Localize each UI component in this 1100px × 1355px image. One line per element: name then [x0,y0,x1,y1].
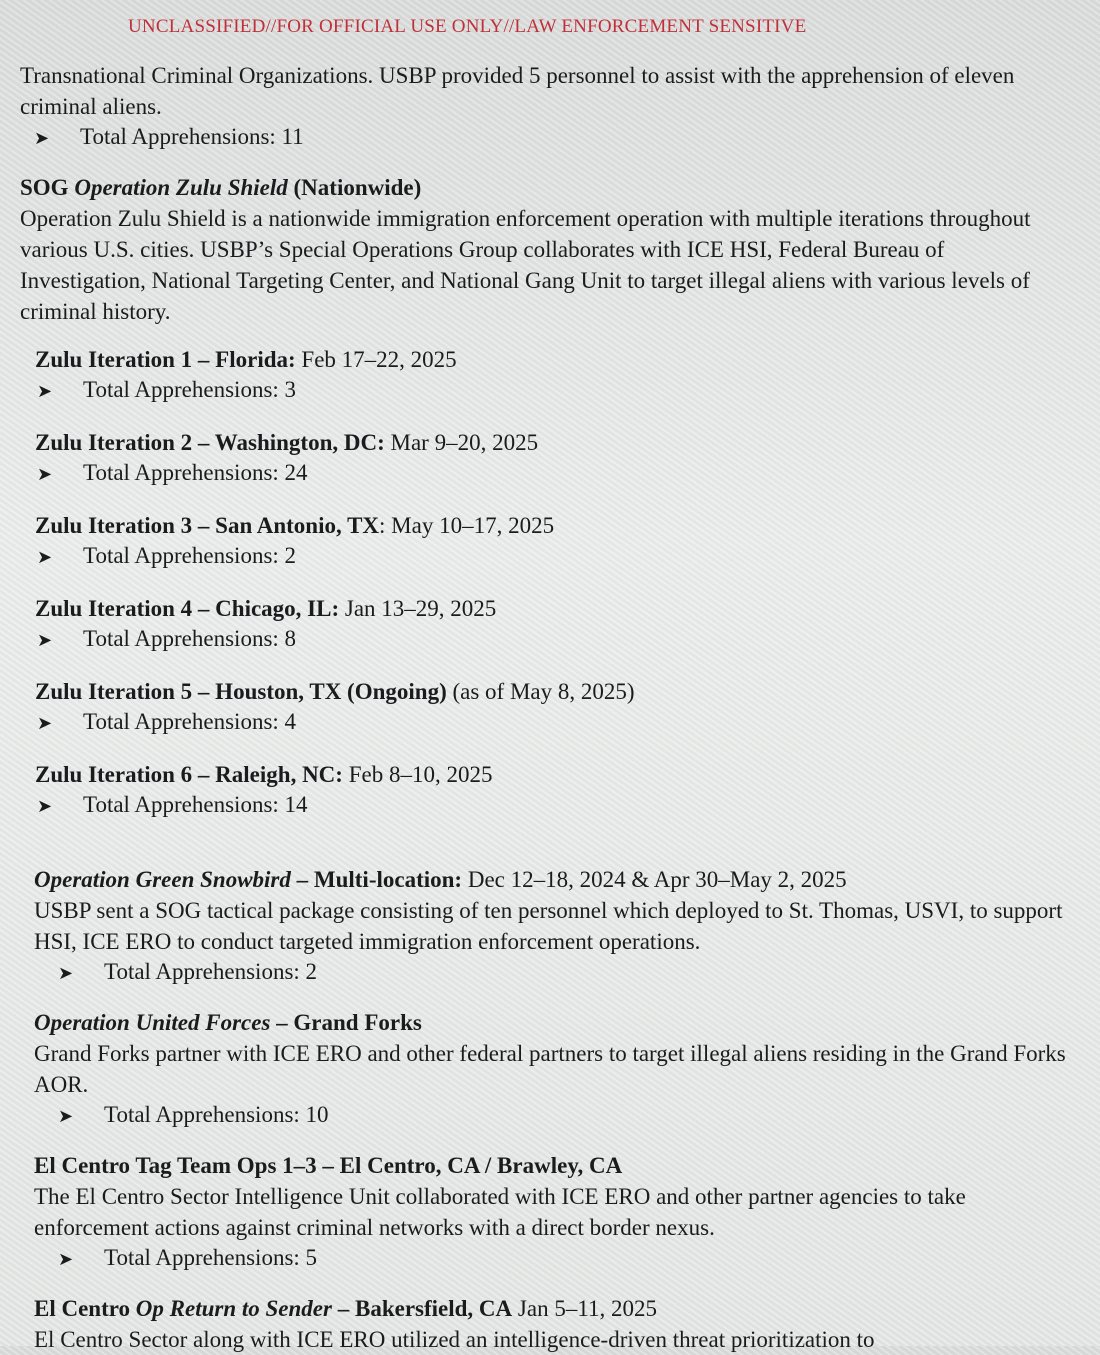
arrow-bullet-icon: ➤ [37,713,53,733]
zulu-iteration-bullet [35,375,1070,406]
arrow-bullet-icon: ➤ [37,464,53,484]
zulu-iteration-heading [35,345,1070,375]
heading-italic: Operation Green Snowbird [34,867,291,892]
zulu-shield-section [20,173,1070,821]
zulu-iteration-bullet [35,707,1070,738]
iteration-dates: Feb 8–10, 2025 [342,762,493,787]
green-snowbird-section [20,865,1070,988]
united-forces-body: Grand Forks partner with ICE ERO and other federal partners to target illegal aliens residing in the Grand Forks AOR. [34,1041,1066,1097]
heading-dates: Jan 5–11, 2025 [512,1296,657,1321]
zulu-shield-heading [20,173,1070,203]
bullet-text: Total Apprehensions: 5 [104,1245,318,1270]
arrow-bullet-icon: ➤ [37,630,53,650]
heading-italic: Op Return to Sender [135,1296,332,1321]
bullet-text: Total Apprehensions: 8 [83,626,297,651]
iteration-title: Zulu Iteration 5 – Houston, TX (Ongoing) [35,679,447,704]
arrow-bullet-icon: ➤ [58,1249,74,1269]
zulu-iteration-heading [35,428,1070,458]
heading-suffix: (Nationwide) [287,175,422,200]
tag-team-heading: El Centro Tag Team Ops 1–3 – El Centro, CA / Brawley, CA [34,1153,623,1178]
zulu-iteration-item [20,511,1070,572]
green-snowbird-body: USBP sent a SOG tactical package consisting of ten personnel which deployed to St. Thomas, USVI, to support HSI, ICE ERO to conduct targeted immigration enforcement operations. [34,898,1063,954]
classification-banner: UNCLASSIFIED//FOR OFFICIAL USE ONLY//LAW ENFORCEMENT SENSITIVE [128,16,807,37]
heading-italic: Operation United Forces [34,1010,271,1035]
united-forces-section [20,1008,1070,1131]
arrow-bullet-icon: ➤ [37,796,53,816]
zulu-shield-body: Operation Zulu Shield is a nationwide immigration enforcement operation with multiple iterations throughout various U.S. cities. USBP’s Special Operations Group collaborates with ICE HSI, Federal Bureau of Investigation, National Targeting Center, and National Gang Unit to target illegal aliens with various levels of criminal history. [20,206,1031,324]
iteration-title: Zulu Iteration 4 – Chicago, IL: [35,596,340,621]
arrow-bullet-icon: ➤ [58,1106,74,1126]
iteration-dates: Jan 13–29, 2025 [339,596,497,621]
zulu-iteration-heading [35,594,1070,624]
iteration-title: Zulu Iteration 1 – Florida: [35,347,296,372]
zulu-iteration-item [20,594,1070,655]
arrow-bullet-icon: ➤ [58,963,74,983]
iteration-dates: : May 10–17, 2025 [379,513,555,538]
zulu-iteration-bullet [35,541,1070,572]
iteration-dates: Mar 9–20, 2025 [384,430,539,455]
iteration-dates: Feb 17–22, 2025 [295,347,457,372]
bullet-text: Total Apprehensions: 10 [104,1102,329,1127]
arrow-bullet-icon: ➤ [37,547,53,567]
tag-team-bullet [34,1243,1070,1274]
zulu-iteration-bullet [35,624,1070,655]
zulu-iteration-heading [35,677,1070,707]
return-to-sender-body: El Centro Sector along with ICE ERO utilized an intelligence-driven threat prioritization to [34,1327,875,1352]
zulu-iteration-bullet [35,458,1070,489]
zulu-iteration-heading [35,511,1070,541]
bullet-text: Total Apprehensions: 2 [83,543,297,568]
united-forces-bullet [34,1100,1070,1131]
bullet-text: Total Apprehensions: 14 [83,792,308,817]
heading-bold: – Multi-location: [290,867,463,892]
iteration-title: Zulu Iteration 3 – San Antonio, TX [35,513,380,538]
intro-bullet [20,122,1070,153]
arrow-bullet-icon: ➤ [37,381,53,401]
bullet-text: Total Apprehensions: 2 [104,959,318,984]
zulu-iteration-bullet [35,790,1070,821]
iteration-title: Zulu Iteration 2 – Washington, DC: [35,430,385,455]
iteration-dates: (as of May 8, 2025) [446,679,635,704]
tag-team-body: The El Centro Sector Intelligence Unit collaborated with ICE ERO and other partner agencies to take enforcement actions against criminal networks with a direct border nexus. [34,1184,966,1240]
heading-prefix: SOG [20,175,75,200]
zulu-iteration-item [20,760,1070,821]
arrow-bullet-icon: ➤ [34,128,50,148]
heading-bold: – Grand Forks [270,1010,422,1035]
iteration-title: Zulu Iteration 6 – Raleigh, NC: [35,762,343,787]
heading-prefix: El Centro [34,1296,136,1321]
zulu-iteration-item [20,428,1070,489]
intro-section [20,60,1070,153]
tag-team-section [20,1151,1070,1274]
green-snowbird-heading [34,865,1070,895]
zulu-iterations-list [20,345,1070,821]
united-forces-heading [34,1008,1070,1038]
heading-bold: – Bakersfield, CA [331,1296,513,1321]
intro-text: Transnational Criminal Organizations. USBP provided 5 personnel to assist with the apprehension of eleven criminal aliens. [20,63,1015,119]
green-snowbird-bullet [34,957,1070,988]
bullet-text: Total Apprehensions: 24 [83,460,308,485]
zulu-iteration-item [20,345,1070,406]
bullet-text: Total Apprehensions: 11 [80,124,304,149]
heading-italic: Operation Zulu Shield [74,175,288,200]
bullet-text: Total Apprehensions: 4 [83,709,297,734]
bullet-text: Total Apprehensions: 3 [83,377,297,402]
return-to-sender-heading [34,1294,1070,1324]
heading-dates: Dec 12–18, 2024 & Apr 30–May 2, 2025 [462,867,847,892]
zulu-iteration-heading [35,760,1070,790]
zulu-iteration-item [20,677,1070,738]
